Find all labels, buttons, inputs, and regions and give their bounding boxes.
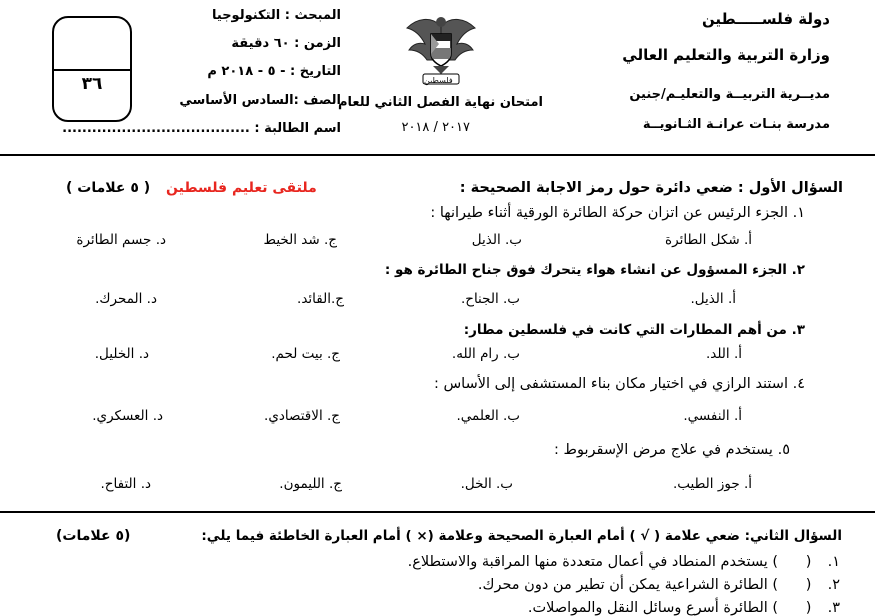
subject-label: المبحث : التكنولوجيا <box>212 8 341 23</box>
answer-parens[interactable]: ( ) <box>772 554 812 570</box>
q1-option-d[interactable]: د. جسم الطائرة <box>76 232 166 248</box>
score-divider <box>54 69 130 71</box>
score-box <box>52 16 132 122</box>
section1-title: السؤال الأول : ضعي دائرة حول رمز الاجابة الصحيحة : <box>459 180 843 196</box>
q2-option-c[interactable]: ج.القائد. <box>297 291 344 307</box>
section2-marks: (٥ علامات) <box>56 528 131 544</box>
question-3 <box>464 322 805 338</box>
question-number: ٥. <box>777 442 790 458</box>
forum-name: ملتقى تعليم فلسطين <box>166 180 317 196</box>
item-number: ١. <box>827 554 840 570</box>
item-text: يستخدم المنطاد في أعمال متعددة منها المراقبة والاستطلاع. <box>407 554 768 570</box>
q5-option-a[interactable]: أ. جوز الطيب. <box>672 476 752 492</box>
date-label: التاريخ : - ٥ - ٢٠١٨ م <box>207 64 341 79</box>
question-number: ٤. <box>792 376 805 392</box>
section-divider <box>0 511 875 513</box>
q5-option-b[interactable]: ب. الخل. <box>460 476 513 492</box>
answer-parens[interactable]: ( ) <box>772 600 812 616</box>
item-number: ٢. <box>827 577 840 593</box>
score-total: ٣٦ <box>81 74 103 94</box>
q1-option-c[interactable]: ج. شد الخيط <box>263 232 337 248</box>
country-name: دولة فلســـــطين <box>701 10 830 28</box>
ministry-name: وزارة التربية والتعليم العالي <box>622 46 830 64</box>
exam-title: امتحان نهاية الفصل الثاني للعام <box>338 95 543 110</box>
question-number: ١. <box>792 205 805 221</box>
q1-option-a[interactable]: أ. شكل الطائرة <box>665 232 752 248</box>
question-1 <box>430 205 805 221</box>
section2-title: السؤال الثاني: ضعي علامة ( √ ) أمام العبارة الصحيحة وعلامة (× ) أمام العبارة الخاطئة فيما يلي: <box>201 528 842 544</box>
section1-marks: ( ٥ علامات ) <box>66 180 151 196</box>
tf-item-3 <box>528 600 840 616</box>
q3-option-c[interactable]: ج. بيت لحم. <box>271 346 340 362</box>
item-text: الطائرة أسرع وسائل النقل والمواصلات. <box>527 600 768 616</box>
q3-option-b[interactable]: ب. رام الله. <box>451 346 520 362</box>
q2-option-d[interactable]: د. المحرك. <box>95 291 157 307</box>
student-name-field[interactable]: اسم الطالبة : ...................................... <box>62 121 341 136</box>
directorate-name: مديــرية التربيــة والتعليـم/جنين <box>629 87 830 102</box>
question-4 <box>434 376 805 392</box>
q5-option-c[interactable]: ج. الليمون. <box>279 476 342 492</box>
item-text: الطائرة الشراعية يمكن أن تطير من دون محرك. <box>477 577 768 593</box>
tf-item-1 <box>408 554 840 570</box>
question-text: الجزء الرئيس عن اتزان حركة الطائرة الورقية أثناء طيرانها : <box>430 205 788 221</box>
q3-option-a[interactable]: أ. اللد. <box>705 346 742 362</box>
school-name: مدرسة بنـات عرانـة الثـانويــة <box>642 117 830 132</box>
q4-option-c[interactable]: ج. الاقتصادي. <box>264 408 340 424</box>
tf-item-2 <box>478 577 840 593</box>
header-divider <box>0 154 875 156</box>
time-label: الزمن : ٦٠ دقيقة <box>231 36 341 51</box>
emblem-caption: فلسطين <box>424 76 453 85</box>
grade-label: الصف :السادس الأساسي <box>179 93 341 108</box>
q2-option-b[interactable]: ب. الجناح. <box>460 291 520 307</box>
q4-option-d[interactable]: د. العسكري. <box>92 408 163 424</box>
question-text: الجزء المسؤول عن انشاء هواء يتحرك فوق جناح الطائرة هو : <box>384 262 787 278</box>
exam-year: ٢٠١٧ / ٢٠١٨ <box>401 120 470 135</box>
item-number: ٣. <box>827 600 840 616</box>
q2-option-a[interactable]: أ. الذيل. <box>690 291 736 307</box>
q1-option-b[interactable]: ب. الذيل <box>471 232 522 248</box>
question-text: استند الرازي في اختيار مكان بناء المستشفى إلى الأساس : <box>433 376 788 392</box>
q4-option-a[interactable]: أ. النفسي. <box>683 408 742 424</box>
q4-option-b[interactable]: ب. العلمي. <box>456 408 520 424</box>
answer-parens[interactable]: ( ) <box>772 577 812 593</box>
question-number: ٢. <box>791 262 805 278</box>
question-5 <box>554 442 790 458</box>
q5-option-d[interactable]: د. التفاح. <box>100 476 151 492</box>
question-2 <box>385 262 805 278</box>
question-text: يستخدم في علاج مرض الإسقربوط : <box>554 442 773 458</box>
q3-option-d[interactable]: د. الخليل. <box>94 346 149 362</box>
question-number: ٣. <box>791 322 805 338</box>
question-text: من أهم المطارات التي كانت في فلسطين مطار: <box>463 322 787 338</box>
